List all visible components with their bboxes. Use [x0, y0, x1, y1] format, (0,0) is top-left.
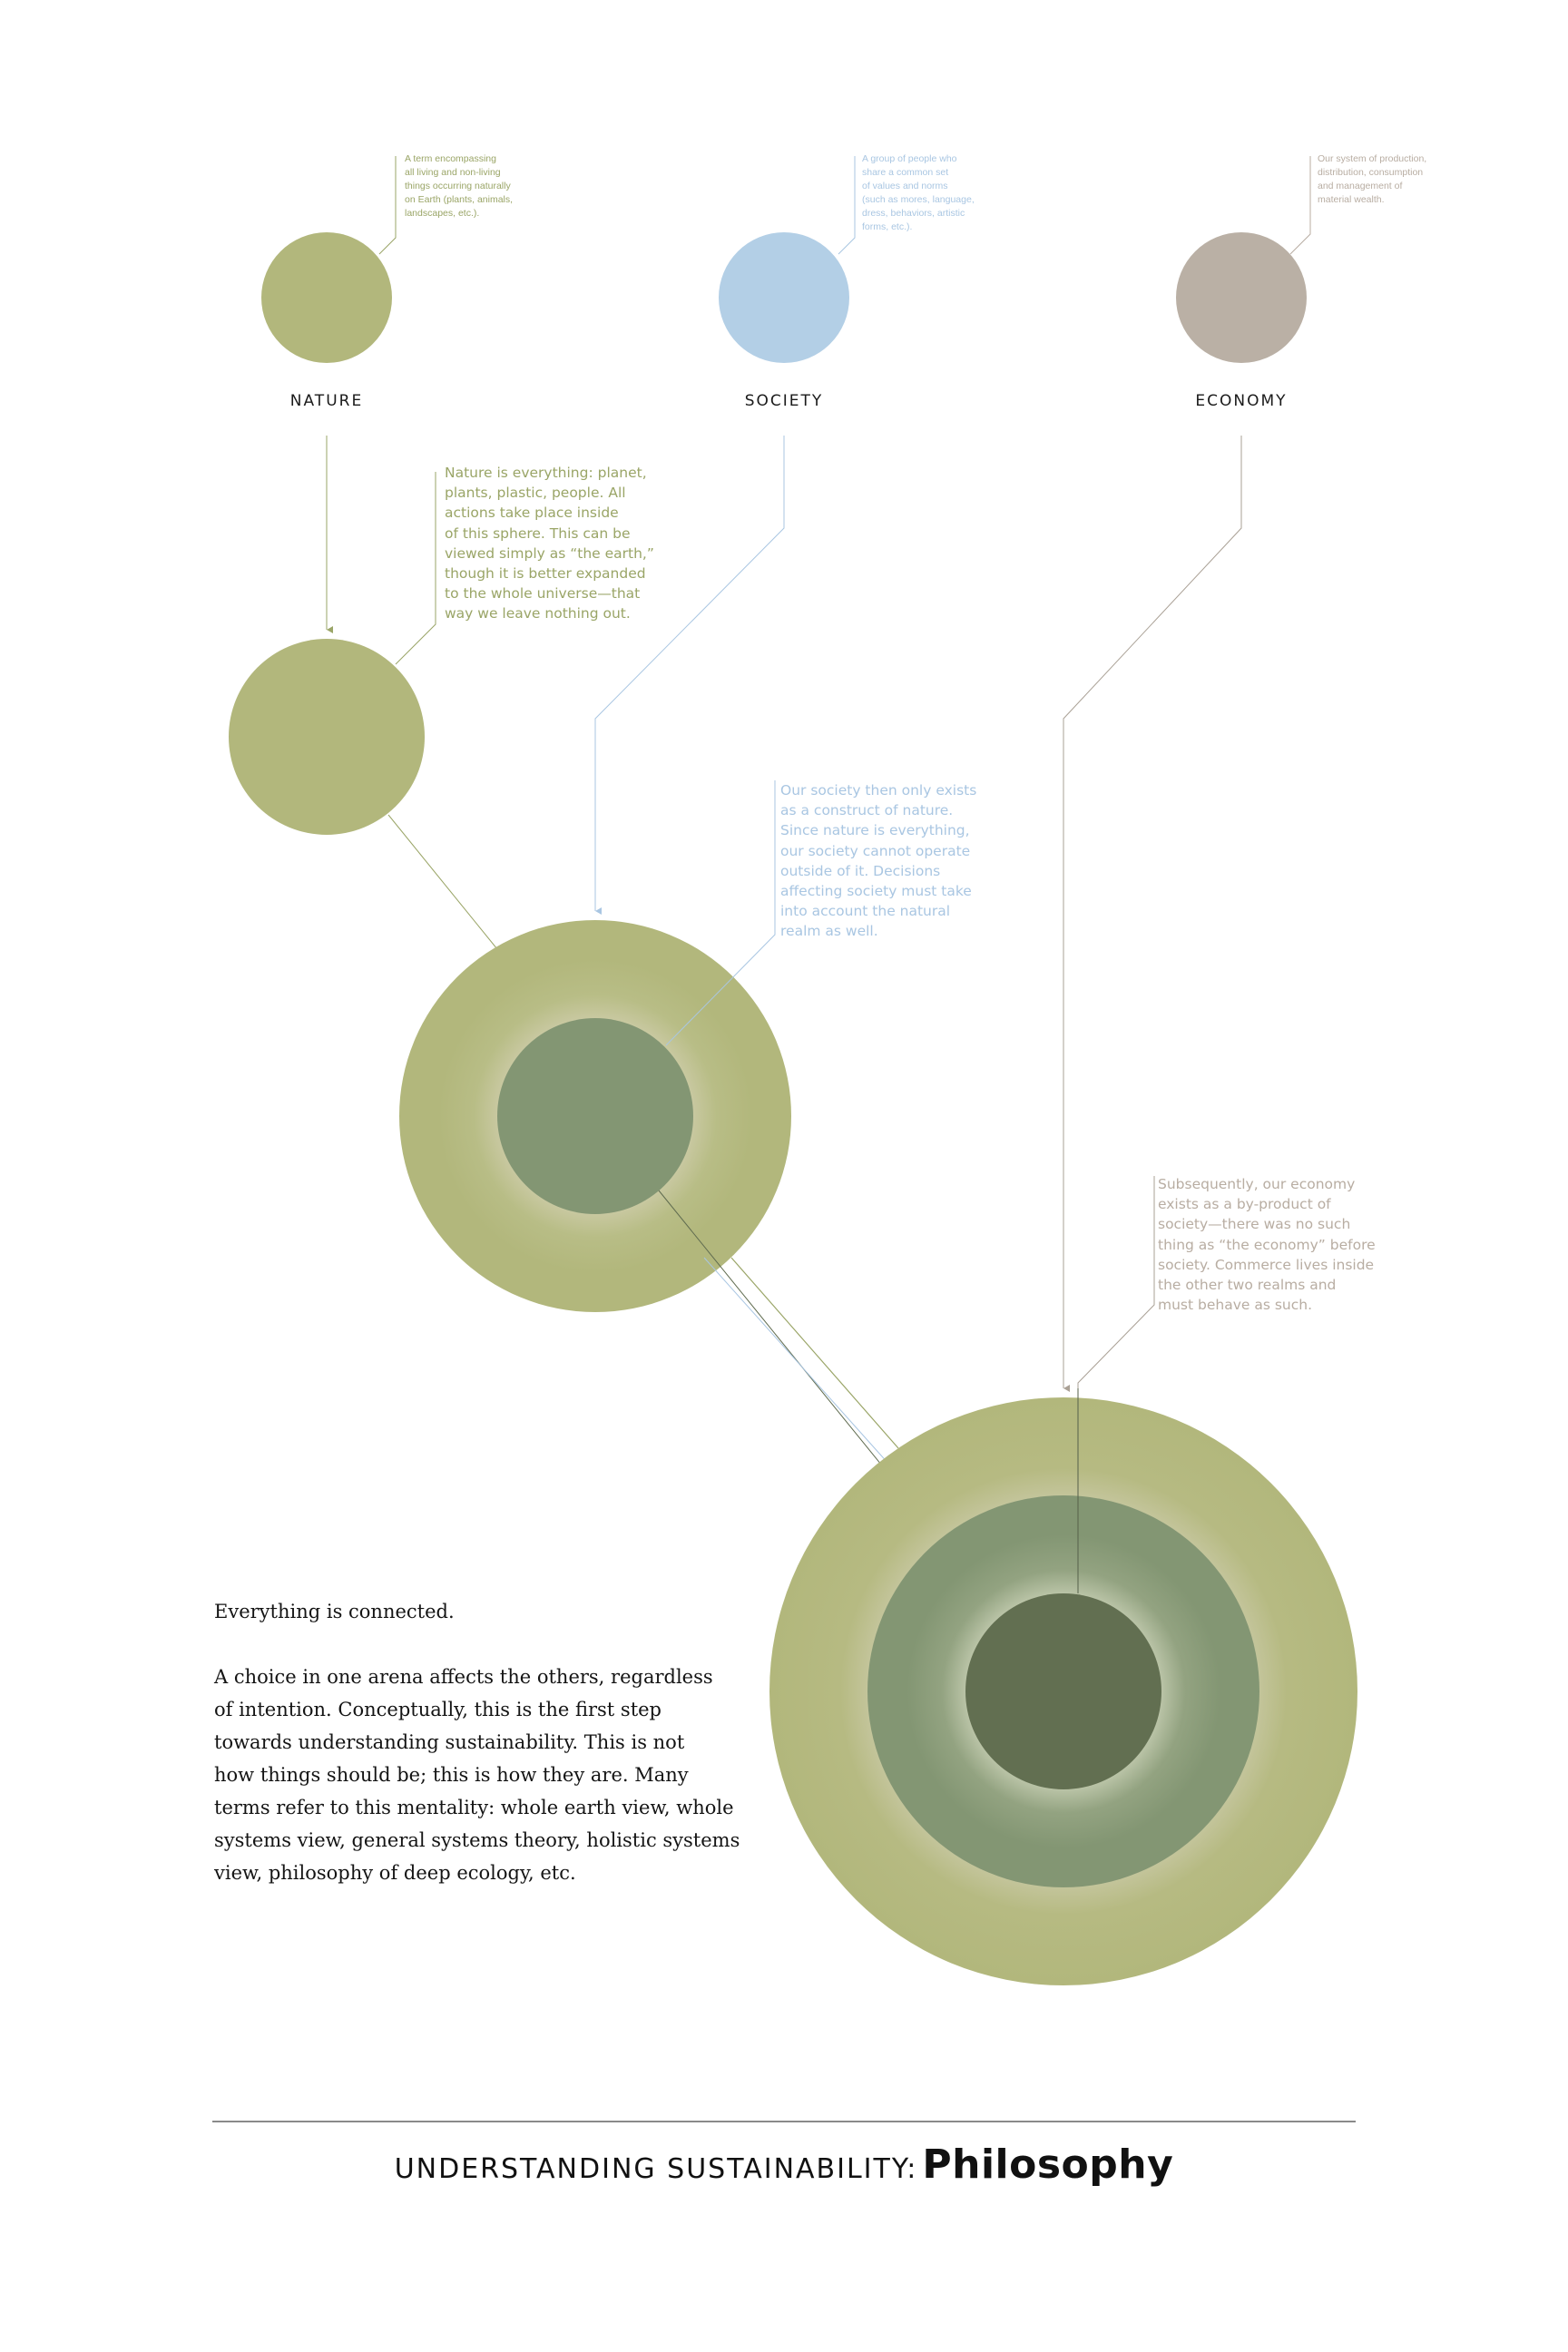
body-paragraph: A choice in one arena affects the others, regardless of intention. Conceptually, this is the first step towards understanding sustainability. This is not how things should be; this is how they are. Many terms refer to this mentality: whole earth view, whole systems view, general systems theory, holistic systems view, philosophy of deep ecology, etc.: [214, 1666, 740, 1884]
page-title-main: Philosophy: [922, 2141, 1174, 2188]
society-circle: [719, 232, 849, 363]
economy-definition-leader: [1290, 156, 1310, 254]
nature-circle: [261, 232, 392, 363]
economy-label: ECONOMY: [1195, 392, 1288, 410]
nature-sphere: [229, 639, 425, 835]
society-label: SOCIETY: [744, 392, 824, 410]
economy-definition: Our system of production, distribution, consumption and management of material wealth.: [1318, 153, 1427, 205]
stage3-economy-core: [965, 1593, 1161, 1789]
body-copy: [214, 1563, 759, 1922]
nature-definition: A term encompassing all living and non-living things occurring naturally on Earth (plants, animals, landscapes, etc.).: [405, 153, 514, 219]
nature-note-leader: [396, 472, 436, 664]
stage2-society-core: [497, 1018, 693, 1214]
nature-note: Nature is everything: planet, plants, plastic, people. All actions take place inside of this sphere. This can be viewed simply as “the earth,” though it is better expanded to the whole universe—that way we leave nothing out.: [445, 465, 654, 622]
nature-definition-leader: [379, 156, 396, 254]
economy-note: Subsequently, our economy exists as a by-product of society—there was no such thing as “the economy” before society. Commerce lives inside the other two realms and must behave as such.: [1158, 1176, 1376, 1314]
society-note: Our society then only exists as a construct of nature. Since nature is everything, our society cannot operate outside of it. Decisions affecting society must take into account the natural realm as well.: [780, 782, 977, 940]
society-definition-leader: [838, 156, 855, 254]
society-definition: A group of people who share a common set of values and norms (such as mores, language, dress, behaviors, artistic forms, etc.).: [862, 153, 975, 232]
stage2-to-stage3-line-a: [731, 1258, 898, 1448]
page-title: [0, 2141, 1568, 2188]
stage2-to-stage3-line-c: [704, 1258, 889, 1465]
economy-circle: [1176, 232, 1307, 363]
body-heading: Everything is connected.: [214, 1601, 455, 1622]
nature-label: NATURE: [289, 392, 364, 410]
page-title-subtitle: UNDERSTANDING SUSTAINABILITY:: [394, 2153, 918, 2185]
nature-to-stage2-line: [388, 815, 497, 949]
